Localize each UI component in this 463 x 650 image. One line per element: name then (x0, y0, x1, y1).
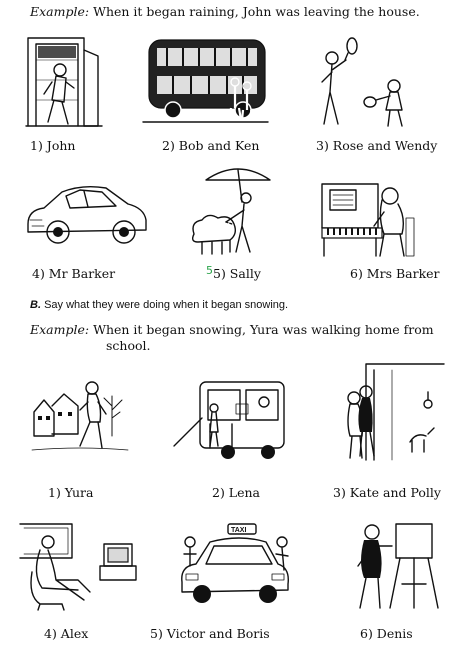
picture-yura (30, 376, 130, 460)
example-b-line1 (30, 322, 434, 337)
example-b-colon: : (84, 322, 90, 337)
girls-at-shop-window-icon (336, 362, 446, 464)
picture-victor-and-boris (170, 520, 294, 610)
double-decker-bus-icon (143, 36, 268, 126)
caption-a3: 3) Rose and Wendy (316, 138, 438, 153)
girl-with-umbrella-and-sheep-icon (186, 162, 276, 258)
example-a-label: Example (30, 4, 85, 19)
caption-b3: 3) Kate and Polly (333, 485, 441, 500)
caption-a6: 6) Mrs Barker (350, 266, 440, 281)
example-b-line2: school. (106, 338, 151, 353)
man-painting-at-easel-icon (346, 516, 442, 612)
woman-at-piano-icon (320, 178, 416, 258)
section-b-instruction-text: Say what they were doing when it began snowing. (44, 299, 289, 311)
example-b-text-line1: When it began snowing, Yura was walking home from (93, 322, 434, 337)
picture-mr-barker (22, 180, 150, 250)
caption-a1: 1) John (30, 138, 76, 153)
boy-walking-in-snow-icon (30, 376, 130, 460)
girl-getting-off-bus-icon (172, 378, 290, 460)
section-b-letter: B. (30, 299, 41, 311)
caption-b2: 2) Lena (212, 485, 261, 500)
taxi-sign-icon: TAXI (231, 527, 247, 534)
picture-kate-and-polly (336, 362, 446, 464)
example-a-colon: : (84, 4, 90, 19)
caption-b6: 6) Denis (360, 626, 413, 641)
badminton-players-icon (316, 30, 416, 130)
picture-alex (18, 520, 138, 610)
car-icon (22, 180, 150, 250)
correction-mark: 5 (206, 264, 213, 277)
caption-b5: 5) Victor and Boris (150, 626, 270, 641)
caption-a5: 5) Sally (213, 266, 261, 281)
picture-lena (172, 378, 290, 460)
example-b-label: Example (30, 322, 85, 337)
man-in-doorway-icon (24, 30, 104, 130)
picture-denis (346, 516, 442, 612)
picture-john (24, 30, 104, 130)
picture-bob-and-ken (143, 36, 268, 126)
boy-watching-tv-icon (18, 520, 138, 610)
picture-rose-and-wendy (316, 30, 416, 130)
section-b-instruction (30, 299, 288, 311)
caption-b1: 1) Yura (48, 485, 94, 500)
example-a-line (30, 4, 420, 19)
example-a-text: When it began raining, John was leaving the house. (93, 4, 420, 19)
caption-a2: 2) Bob and Ken (162, 138, 260, 153)
picture-mrs-barker (320, 178, 416, 258)
taxi-icon (170, 520, 294, 610)
caption-b4: 4) Alex (44, 626, 89, 641)
picture-sally (186, 162, 276, 258)
caption-a4: 4) Mr Barker (32, 266, 116, 281)
